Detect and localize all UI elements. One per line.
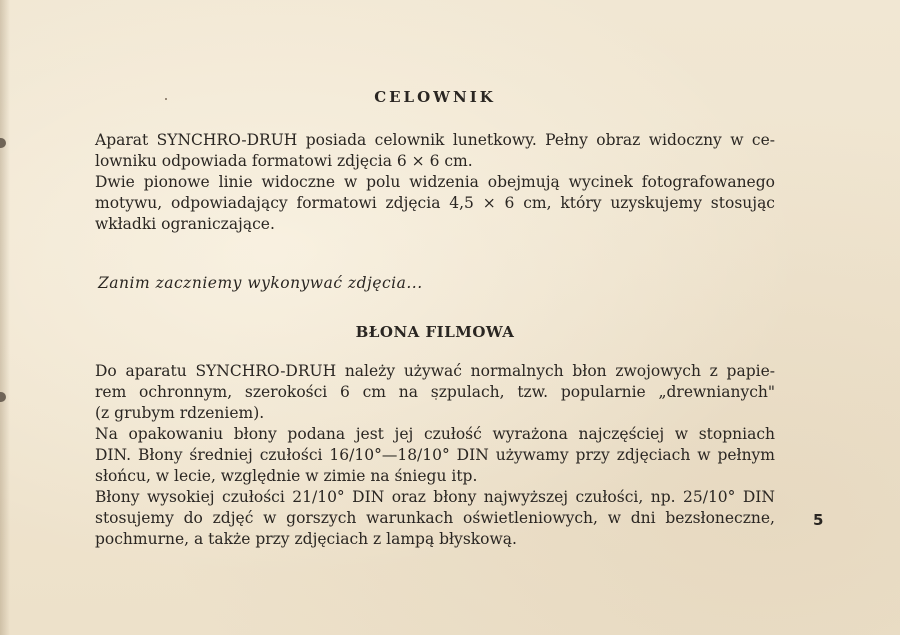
section-title-blona-filmowa: BŁONA FILMOWA — [355, 323, 515, 341]
text-line: motywu, odpowiadający formatowi zdjęcia 4,5 ⨯ 6 cm, który uzyskujemy stosując — [95, 194, 775, 212]
section-title-celownik: CELOWNIK — [374, 88, 496, 106]
page-binding-edge — [0, 0, 10, 635]
text-line: Dwie pionowe linie widoczne w polu widzenia obejmują wycinek fotografowanego — [95, 173, 775, 191]
text-line: Do aparatu SYNCHRO-DRUH należy używać normalnych błon zwojowych z papie- — [95, 362, 775, 380]
text-line: (z grubym rdzeniem). — [95, 404, 265, 422]
intro-italic-line: Zanim zaczniemy wykonywać zdjęcia... — [98, 274, 423, 292]
text-line: pochmurne, a także przy zdjęciach z lampą błyskową. — [95, 530, 517, 548]
text-line: Aparat SYNCHRO-DRUH posiada celownik lunetkowy. Pełny obraz widoczny w ce- — [95, 131, 775, 149]
page-content — [95, 88, 775, 550]
text-line: słońcu, w lecie, względnie w zimie na śniegu itp. — [95, 467, 478, 485]
paragraph-celownik — [95, 130, 775, 235]
paragraph-blona-filmowa — [95, 361, 775, 550]
text-line: wkładki ograniczające. — [95, 215, 275, 233]
text-line: Błony wysokiej czułości 21/10° DIN oraz błony najwyższej czułości, np. 25/10° DIN — [95, 488, 775, 506]
page-number: 5 — [813, 511, 824, 529]
text-line: stosujemy do zdjęć w gorszych warunkach oświetleniowych, w dni bezsłoneczne, — [95, 509, 775, 527]
text-line: rem ochronnym, szerokości 6 cm na szpulach, tzw. popularnie „drewnianych" — [95, 383, 775, 401]
text-line: Na opakowaniu błony podana jest jej czułość wyrażona najczęściej w stopniach — [95, 425, 775, 443]
text-line: lowniku odpowiada formatowi zdjęcia 6 ⨯ 6 cm. — [95, 152, 473, 170]
text-line: DIN. Błony średniej czułości 16/10°—18/10° DIN używamy przy zdjęciach w pełnym — [95, 446, 775, 464]
